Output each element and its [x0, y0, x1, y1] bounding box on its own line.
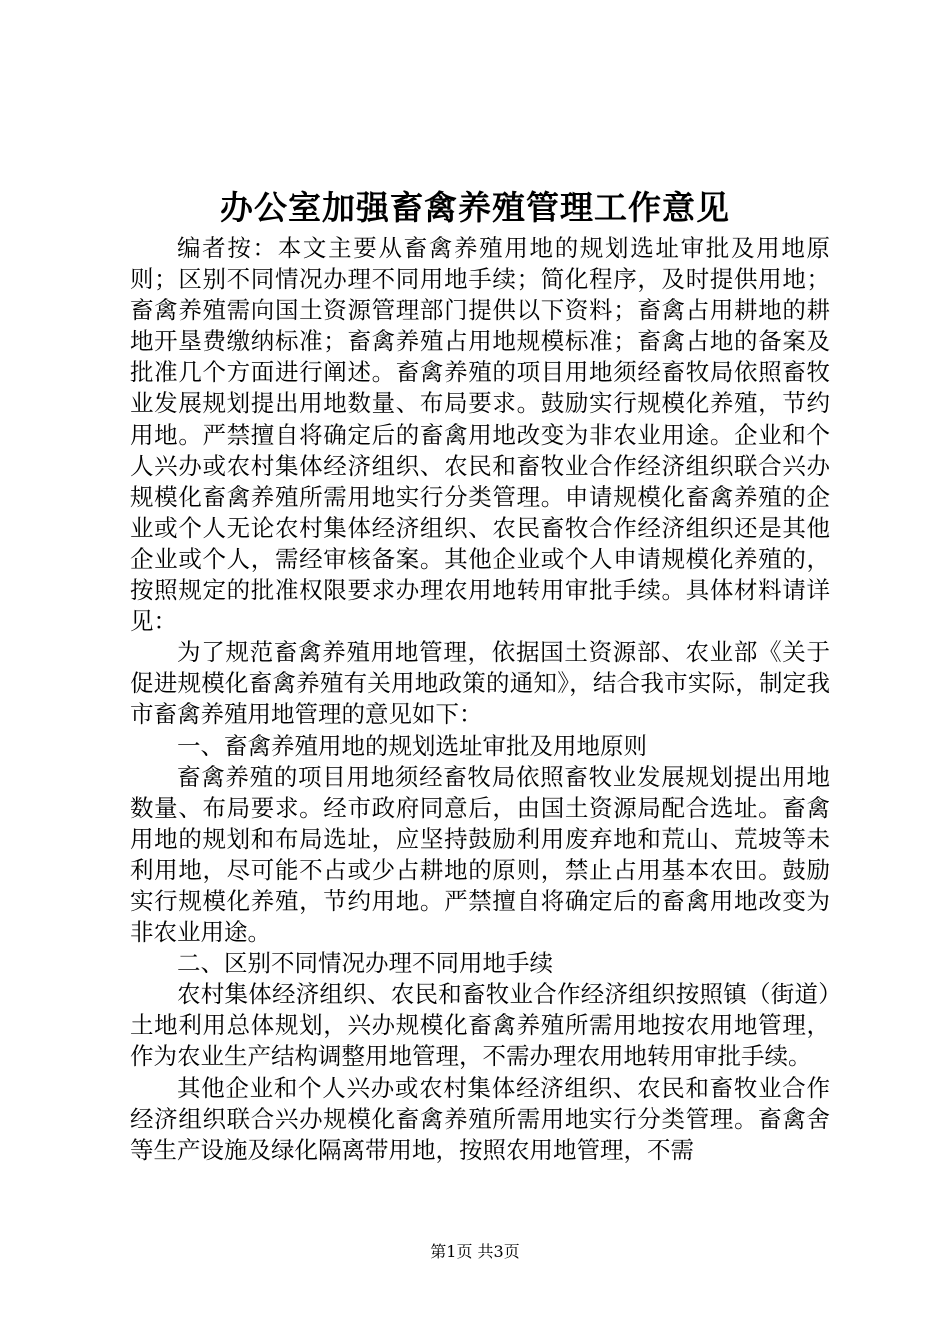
section-heading-1: 一、畜禽养殖用地的规划选址审批及用地原则 — [177, 731, 647, 760]
paragraph-section-2a: 农村集体经济组织、农民和畜牧业合作经济组织按照镇（街道）土地利用总体规划，兴办规模化畜禽养殖所需用地按农用地管理，作为农业生产结构调整用地管理，不需办理农用地转用审批手续。 — [130, 980, 830, 1071]
paragraph-intro: 为了规范畜禽养殖用地管理，依据国土资源部、农业部《关于促进规模化畜禽养殖有关用地政策的通知》，结合我市实际，制定我市畜禽养殖用地管理的意见如下： — [130, 638, 830, 729]
section-heading-2: 二、区别不同情况办理不同用地手续 — [177, 949, 553, 978]
document-body — [130, 233, 830, 1166]
document-title: 办公室加强畜禽养殖管理工作意见 — [220, 188, 730, 227]
paragraph-section-1: 畜禽养殖的项目用地须经畜牧局依照畜牧业发展规划提出用地数量、布局要求。经市政府同意后，由国土资源局配合选址。畜禽用地的规划和布局选址，应坚持鼓励利用废弃地和荒山、荒坡等未利用地，尽可能不占或少占耕地的原则，禁止占用基本农田。鼓励实行规模化养殖，节约用地。严禁擅自将确定后的畜禽用地改变为非农业用途。 — [130, 762, 830, 947]
paragraph-editor-note: 编者按：本文主要从畜禽养殖用地的规划选址审批及用地原则；区别不同情况办理不同用地手续；简化程序，及时提供用地；畜禽养殖需向国土资源管理部门提供以下资料；畜禽占用耕地的耕地开垦费缴纳标准；畜禽养殖占用地规模标准；畜禽占地的备案及批准几个方面进行阐述。畜禽养殖的项目用地须经畜牧局依照畜牧业发展规划提出用地数量、布局要求。鼓励实行规模化养殖，节约用地。严禁擅自将确定后的畜禽用地改变为非农业用途。企业和个人兴办或农村集体经济组织、农民和畜牧业合作经济组织联合兴办规模化畜禽养殖所需用地实行分类管理。申请规模化畜禽养殖的企业或个人无论农村集体经济组织、农民畜牧合作经济组织还是其他企业或个人，需经审核备案。其他企业或个人申请规模化养殖的，按照规定的批准权限要求办理农用地转用审批手续。具体材料请详见： — [130, 234, 830, 636]
page-number-footer: 第1页 共3页 — [430, 1242, 520, 1261]
paragraph-section-2b: 其他企业和个人兴办或农村集体经济组织、农民和畜牧业合作经济组织联合兴办规模化畜禽养殖所需用地实行分类管理。畜禽舍等生产设施及绿化隔离带用地，按照农用地管理，不需 — [130, 1073, 830, 1164]
